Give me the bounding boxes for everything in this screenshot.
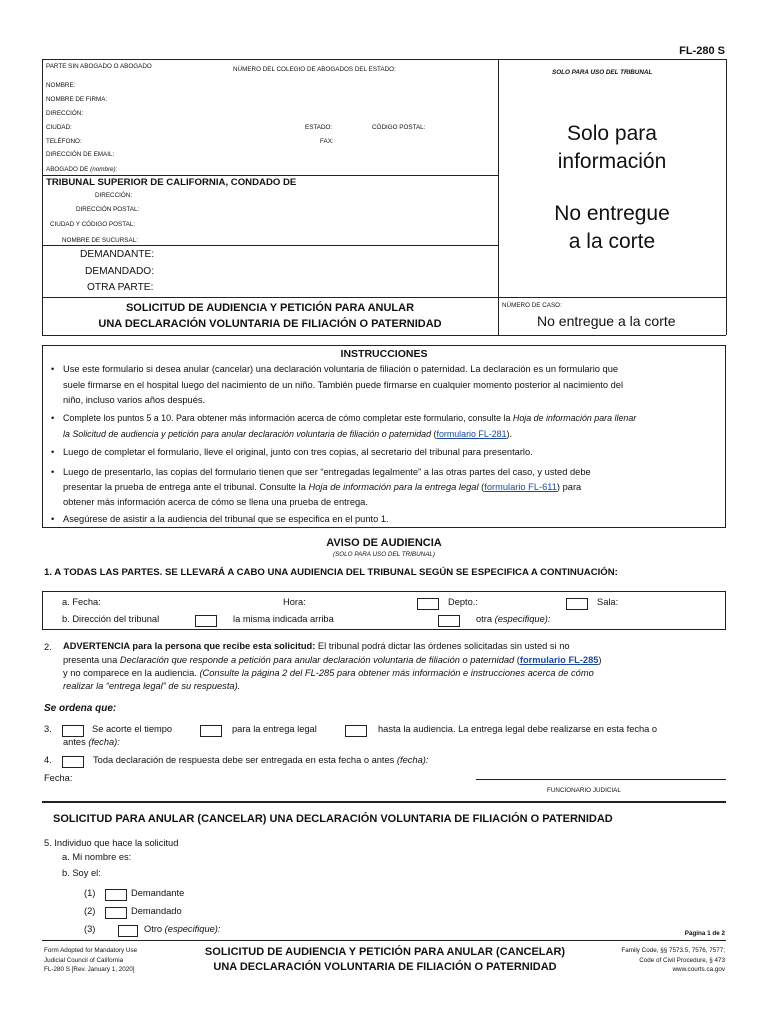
- notice-subtitle: (SOLO PARA USO DEL TRIBUNAL): [332, 551, 436, 558]
- room-field[interactable]: Sala:: [597, 597, 619, 607]
- petitioner-field[interactable]: DEMANDANTE:: [80, 249, 155, 260]
- court-use-label: SOLO PARA USO DEL TRIBUNAL: [552, 69, 653, 76]
- zip-field[interactable]: CÓDIGO POSTAL:: [372, 124, 426, 131]
- court-branch-field[interactable]: NOMBRE DE SUCURSAL:: [62, 237, 138, 244]
- warning-label: ADVERTENCIA para la persona que recibe esta solicitud:: [63, 641, 316, 651]
- service-date-field[interactable]: antes (fecha):: [63, 737, 120, 747]
- court-mail-field[interactable]: DIRECCIÓN POSTAL:: [76, 206, 140, 213]
- attorney-for-field[interactable]: ABOGADO DE (nombre):: [46, 166, 118, 173]
- other-address-field[interactable]: otra (especifique):: [476, 614, 551, 624]
- court-address-field[interactable]: DIRECCIÓN:: [95, 192, 133, 199]
- fax-field[interactable]: FAX:: [320, 138, 334, 145]
- request-title: SOLICITUD PARA ANULAR (CANCELAR) UNA DECLARACIÓN VOLUNTARIA DE FILIACIÓN O PATERNIDAD: [53, 813, 613, 825]
- form-id: FL-280 S: [679, 45, 725, 57]
- bar-number-label: NÚMERO DEL COLEGIO DE ABOGADOS DEL ESTADO:: [233, 66, 396, 73]
- hearing-box: [42, 591, 726, 630]
- case-number-value[interactable]: No entregue a la corte: [537, 313, 676, 329]
- same-address-checkbox[interactable]: [195, 612, 217, 630]
- other-address-checkbox[interactable]: [438, 612, 460, 630]
- until-hearing-checkbox[interactable]: [345, 722, 367, 740]
- dept-field[interactable]: Depto.:: [448, 597, 478, 607]
- other-party-field[interactable]: OTRA PARTE:: [87, 282, 154, 293]
- notice-title: AVISO DE AUDIENCIA: [326, 537, 442, 549]
- court-title: TRIBUNAL SUPERIOR DE CALIFORNIA, CONDADO DE: [46, 177, 297, 188]
- footer-left: Form Adopted for Mandatory Use Judicial Council of California FL-280 S [Rev. January 1, 2020]: [44, 947, 138, 973]
- courts-website-link[interactable]: www.courts.ca.gov: [672, 966, 725, 973]
- response-date-field[interactable]: Toda declaración de respuesta debe ser entregada en esta fecha o antes (fecha):: [93, 755, 429, 765]
- form-title-2: UNA DECLARACIÓN VOLUNTARIA DE FILIACIÓN O PATERNIDAD: [98, 318, 442, 330]
- watermark-info: Solo para información: [557, 122, 667, 173]
- respondent-field[interactable]: DEMANDADO:: [85, 266, 155, 277]
- footer-title: SOLICITUD DE AUDIENCIA Y PETICIÓN PARA ANULAR (CANCELAR) UNA DECLARACIÓN VOLUNTARIA DE FILIACIÓN O PATERNIDAD: [204, 946, 566, 973]
- hearing-date-field[interactable]: a. Fecha:: [62, 597, 101, 607]
- respondent-checkbox[interactable]: [105, 904, 127, 922]
- response-checkbox[interactable]: [62, 753, 84, 771]
- firm-field[interactable]: NOMBRE DE FIRMA:: [46, 96, 108, 103]
- party-label: PARTE SIN ABOGADO O ABOGADO: [46, 63, 152, 70]
- item-1: 1. A TODAS LAS PARTES. SE LLEVARÁ A CABO UNA AUDIENCIA DEL TRIBUNAL SEGÚN SE ESPECIFICA A CONTINUACIÓN:: [44, 567, 618, 578]
- case-number-label: NÚMERO DE CASO:: [502, 302, 562, 309]
- fl-285-link[interactable]: formulario FL-285: [519, 655, 599, 665]
- state-field[interactable]: ESTADO:: [305, 124, 333, 131]
- petitioner-checkbox[interactable]: [105, 886, 127, 904]
- address-field[interactable]: DIRECCIÓN:: [46, 110, 84, 117]
- email-field[interactable]: DIRECCIÓN DE EMAIL:: [46, 151, 115, 158]
- fl-281-link[interactable]: formulario FL-281: [436, 429, 507, 439]
- hearing-time-field[interactable]: Hora:: [283, 597, 306, 607]
- fl-611-link[interactable]: formulario FL-611: [484, 482, 557, 492]
- requester-name-field[interactable]: a. Mi nombre es:: [62, 852, 132, 862]
- court-city-field[interactable]: CIUDAD Y CÓDIGO POSTAL:: [50, 221, 136, 228]
- court-address-label: b. Dirección del tribunal: [62, 614, 160, 624]
- judicial-officer-label: FUNCIONARIO JUDICIAL: [547, 787, 621, 794]
- footer-right: Family Code, §§ 7573.5, 7576, 7577; Code of Civil Procedure, § 473 www.courts.ca.gov: [621, 947, 725, 973]
- city-field[interactable]: CIUDAD:: [46, 124, 72, 131]
- phone-field[interactable]: TELÉFONO:: [46, 138, 82, 145]
- form-title-1: SOLICITUD DE AUDIENCIA Y PETICIÓN PARA ANULAR: [125, 302, 415, 314]
- page-number: Página 1 de 2: [684, 930, 725, 937]
- order-date-field[interactable]: Fecha:: [44, 773, 73, 783]
- other-specify-field[interactable]: Otro (especifique):: [144, 924, 221, 934]
- dept-checkbox[interactable]: [417, 595, 439, 613]
- room-checkbox[interactable]: [566, 595, 588, 613]
- service-checkbox[interactable]: [200, 722, 222, 740]
- other-checkbox[interactable]: [118, 922, 138, 940]
- instructions-title: INSTRUCCIONES: [340, 348, 428, 360]
- same-address-label: la misma indicada arriba: [233, 614, 334, 624]
- ordered-heading: Se ordena que:: [44, 703, 117, 714]
- name-field[interactable]: NOMBRE:: [46, 82, 76, 89]
- watermark-do-not-file: No entregue a la corte: [554, 202, 670, 253]
